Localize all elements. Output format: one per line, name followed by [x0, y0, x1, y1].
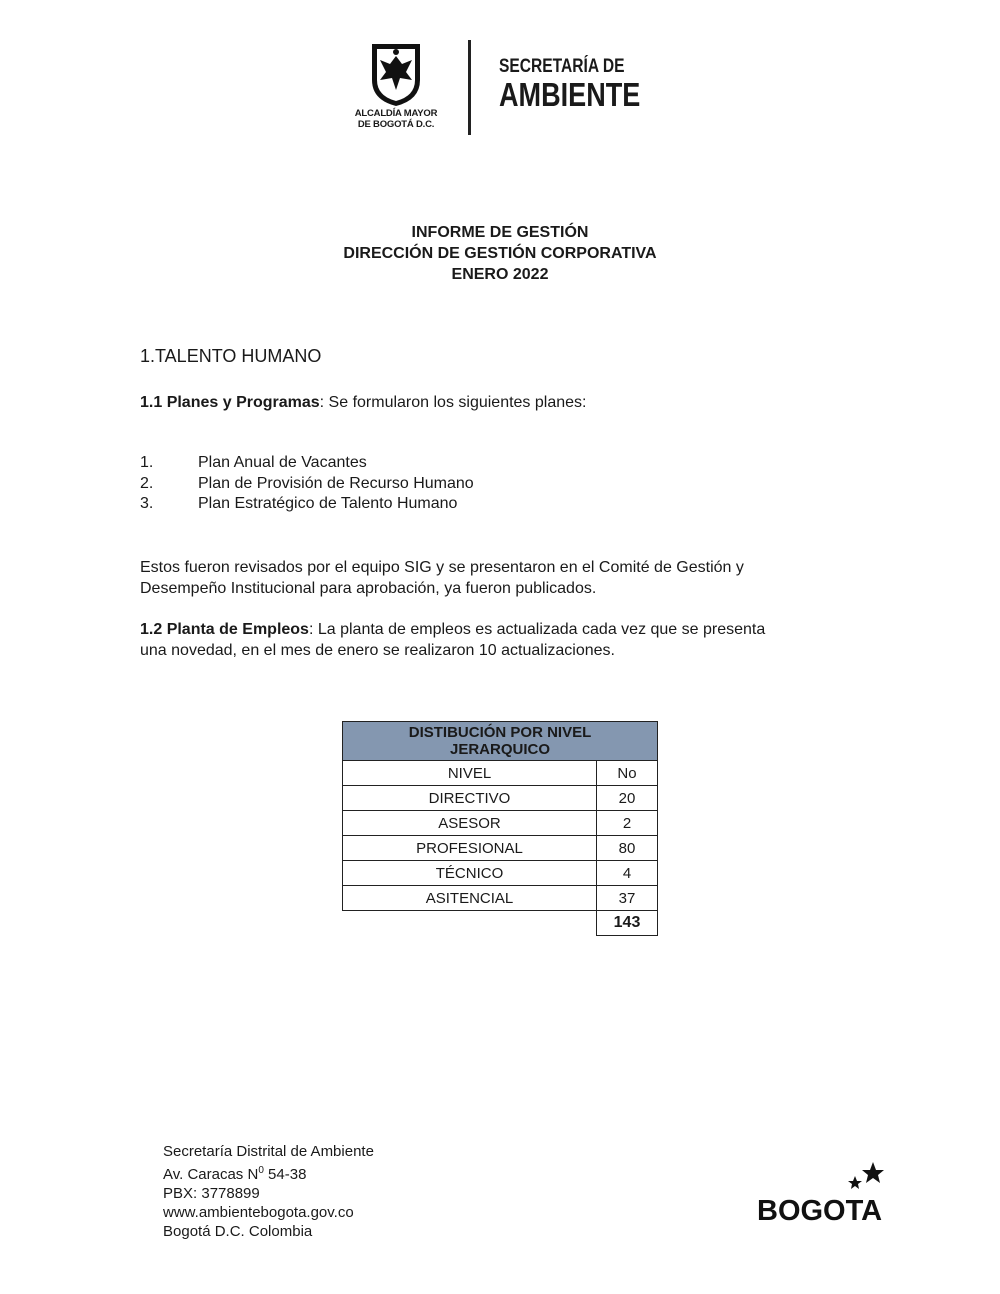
- table-cell-no: 4: [597, 861, 658, 886]
- planta-bold: 1.2 Planta de Empleos: [140, 621, 309, 638]
- table-row: [343, 811, 658, 836]
- coat-of-arms-icon: [368, 40, 424, 108]
- list-item: [140, 474, 474, 495]
- column-header-nivel: NIVEL: [343, 761, 597, 786]
- table-title-line1: DISTIBUCIÓN POR NIVEL: [408, 724, 592, 741]
- table-row: [343, 836, 658, 861]
- footer-line1: Secretaría Distrital de Ambiente: [163, 1143, 374, 1160]
- distribution-table: [342, 721, 658, 936]
- footer-address-prefix: Av. Caracas N: [163, 1166, 259, 1183]
- footer-contact: [163, 1142, 374, 1241]
- footer-address-sup: 0: [258, 1165, 264, 1176]
- plan-list: [140, 453, 474, 515]
- table-column-header-row: [343, 761, 658, 786]
- header-divider: [468, 40, 471, 135]
- list-item-number: 1.: [140, 454, 154, 471]
- alcaldia-line2: DE BOGOTÁ D.C.: [357, 119, 435, 130]
- list-item-number: 3.: [140, 495, 154, 512]
- plans-intro-text: : Se formularon los siguientes planes:: [319, 394, 587, 411]
- table-cell-nivel: ASITENCIAL: [343, 886, 597, 911]
- table-total-spacer: [343, 911, 597, 936]
- plans-intro-bold: 1.1 Planes y Programas: [140, 394, 320, 411]
- column-header-no: No: [597, 761, 658, 786]
- list-item: [140, 453, 474, 474]
- secretaria-logo: [499, 56, 671, 114]
- bogota-logo-icon: [755, 1160, 895, 1232]
- table-row: [343, 786, 658, 811]
- secretaria-line2: AMBIENTE: [499, 76, 641, 113]
- list-item-label: Plan Anual de Vacantes: [198, 454, 367, 471]
- table-row: [343, 861, 658, 886]
- table-total-row: [343, 911, 658, 936]
- table-cell-nivel: TÉCNICO: [343, 861, 597, 886]
- alcaldia-logo: [346, 40, 446, 140]
- table-cell-no: 37: [597, 886, 658, 911]
- table-row: [343, 886, 658, 911]
- table-total: 143: [597, 911, 658, 936]
- review-paragraph-line1: Estos fueron revisados por el equipo SIG y se presentaron en el Comité de Gestión y: [140, 559, 744, 576]
- planta-text: : La planta de empleos es actualizada cada vez que se presenta: [308, 621, 766, 638]
- list-item-label: Plan Estratégico de Talento Humano: [198, 495, 458, 512]
- footer-address-suffix: 54-38: [263, 1166, 307, 1183]
- list-item-label: Plan de Provisión de Recurso Humano: [198, 474, 474, 492]
- plans-intro: [140, 392, 586, 413]
- footer-address: [163, 1161, 374, 1184]
- planta-paragraph: [140, 619, 765, 661]
- title-line1: INFORME DE GESTIÓN: [411, 224, 589, 241]
- list-item-number: 2.: [140, 474, 154, 492]
- list-item: [140, 494, 474, 515]
- table-cell-nivel: DIRECTIVO: [343, 786, 597, 811]
- table-cell-no: 2: [597, 811, 658, 836]
- table-cell-no: 20: [597, 786, 658, 811]
- planta-line2: una novedad, en el mes de enero se realizaron 10 actualizaciones.: [140, 642, 615, 659]
- title-line2: DIRECCIÓN DE GESTIÓN CORPORATIVA: [343, 245, 657, 262]
- table-cell-no: 80: [597, 836, 658, 861]
- title-line3: ENERO 2022: [451, 266, 549, 283]
- table-cell-nivel: PROFESIONAL: [343, 836, 597, 861]
- table-title-line2: JERARQUICO: [449, 741, 550, 758]
- review-paragraph: [140, 557, 744, 599]
- review-paragraph-line2: Desempeño Institucional para aprobación, ya fueron publicados.: [140, 580, 597, 597]
- table-cell-nivel: ASESOR: [343, 811, 597, 836]
- section-heading: 1.TALENTO HUMANO: [140, 346, 322, 366]
- footer-phone: PBX: 3778899: [163, 1185, 260, 1202]
- table-title: [343, 722, 658, 761]
- footer-website[interactable]: www.ambientebogota.gov.co: [163, 1204, 354, 1221]
- footer-city: Bogotá D.C. Colombia: [163, 1223, 313, 1240]
- bogota-logo: [755, 1160, 895, 1237]
- secretaria-line1: SECRETARÍA DE: [499, 56, 625, 77]
- bogota-logo-text: BOGOTA: [757, 1195, 883, 1227]
- alcaldia-line1: ALCALDÍA MAYOR: [354, 108, 438, 119]
- table-header-row: [343, 722, 658, 761]
- document-title: [0, 222, 1000, 285]
